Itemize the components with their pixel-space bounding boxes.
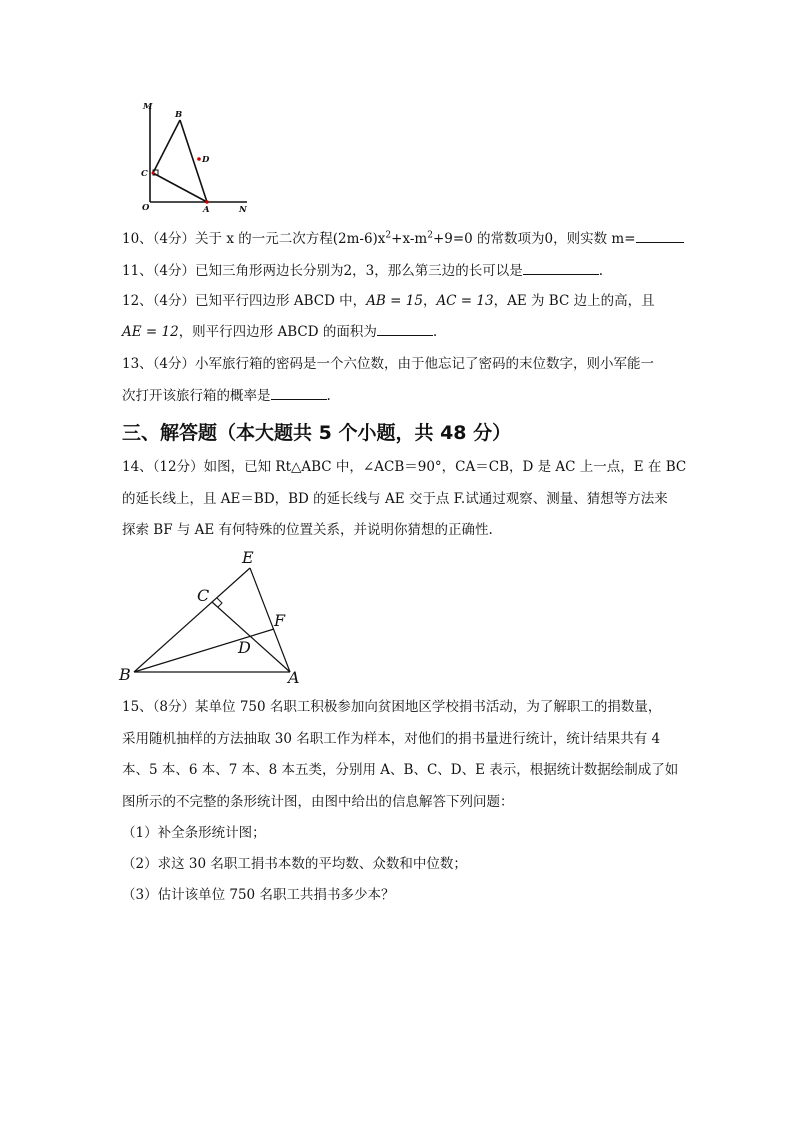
q11-answer-blank[interactable]	[523, 261, 599, 275]
q11-points: （4分）	[152, 263, 196, 279]
q15-line-2-text: 采用随机抽样的方法抽取 30 名职工作为样本，对他们的捐书量进行统计，统计结果共有 4	[122, 731, 661, 747]
q12-ac: AC = 13	[436, 293, 494, 309]
q14-line-1-text: 如图，已知 Rt△ABC 中，∠ACB＝90°，CA＝CB，D 是 AC 上一点，E 在 BC	[203, 459, 687, 475]
q12-sep: ，	[422, 293, 437, 309]
q11-text: 已知三角形两边长分别为2，3，那么第三边的长可以是	[195, 263, 523, 279]
q13-number: 13、	[122, 356, 153, 372]
q10-text-b: +x-m	[391, 231, 428, 247]
q13-points: （4分）	[152, 356, 196, 372]
q15-line-1-text: 某单位 750 名职工积极参加向贫困地区学校捐书活动，为了解职工的捐数量，	[195, 699, 662, 715]
q10-sup-2: 2	[427, 230, 433, 241]
q14-line-2-text: 的延长线上，且 AE＝BD，BD 的延长线与 AE 交于点 F.试通过观察、测量、猜想等方法来	[122, 491, 668, 507]
q10-text-c: +9=0 的常数项为0，则实数 m=	[432, 231, 636, 247]
question-14-line-3	[122, 521, 493, 539]
q13-line-1-text: 小军旅行箱的密码是一个六位数，由于他忘记了密码的末位数字，则小军能一	[195, 356, 655, 372]
fig2-label-f: F	[274, 611, 286, 630]
question-10	[122, 229, 684, 248]
section-3-heading: 三、解答题（本大题共 5 个小题，共 48 分）	[122, 422, 512, 444]
q14-number: 14、	[122, 459, 153, 475]
q12-points: （4分）	[152, 293, 196, 309]
question-15-line-3	[122, 761, 678, 779]
question-15-sub-3	[122, 886, 394, 904]
fig2-label-e: E	[242, 548, 254, 567]
figure-1-geometry	[135, 98, 255, 218]
q15-sub-2-text: （2）求这 30 名职工捐书本数的平均数、众数和中位数；	[122, 856, 467, 872]
question-13-line-2	[122, 386, 331, 405]
q12-end: .	[432, 324, 438, 340]
fig1-label-a: A	[203, 205, 210, 215]
fig2-label-b: B	[119, 665, 131, 684]
fig2-label-d: D	[238, 638, 251, 657]
figure-2-triangle	[114, 546, 314, 686]
question-15-sub-2	[122, 855, 467, 873]
question-14-line-2	[122, 490, 668, 508]
q11-number: 11、	[122, 263, 153, 279]
question-15-sub-1	[122, 824, 266, 842]
fig1-label-c: C	[141, 169, 148, 179]
q12-text-c: ，则平行四边形 ABCD 的面积为	[178, 324, 377, 340]
q14-points: （12分）	[152, 459, 204, 475]
fig1-label-n: N	[239, 205, 247, 215]
question-12-line-2	[122, 322, 437, 341]
q10-sup-1: 2	[385, 230, 392, 241]
q13-answer-blank[interactable]	[271, 386, 327, 400]
q10-text-a: 关于 x 的一元二次方程(2m-6)x	[195, 231, 386, 247]
question-11	[122, 261, 603, 280]
question-14-line-1	[122, 458, 686, 476]
q12-answer-blank[interactable]	[377, 322, 433, 336]
q15-sub-3-text: （3）估计该单位 750 名职工共捐书多少本？	[122, 887, 395, 903]
q10-answer-blank[interactable]	[636, 229, 684, 243]
question-12-line-1	[122, 292, 655, 310]
q15-line-3-text: 本、5 本、6 本、7 本、8 本五类，分别用 A、B、C、D、E 表示，根据统计数据绘制成了如	[122, 762, 679, 778]
q10-number: 10、	[122, 231, 153, 247]
fig2-label-c: C	[197, 586, 210, 605]
fig1-label-m: M	[143, 102, 153, 112]
q13-end: .	[326, 388, 331, 404]
q15-number: 15、	[122, 699, 153, 715]
q11-end: .	[598, 263, 604, 279]
question-15-line-1	[122, 698, 661, 716]
q12-number: 12、	[122, 293, 153, 309]
q12-text-b: ，AE 为 BC 边上的高，且	[493, 293, 655, 309]
question-15-line-4	[122, 793, 514, 811]
question-15-line-2	[122, 730, 660, 748]
fig1-label-d: D	[202, 155, 210, 165]
q15-line-4-text: 图所示的不完整的条形统计图，由图中给出的信息解答下列问题：	[122, 794, 514, 810]
q10-points: （4分）	[152, 231, 196, 247]
q15-sub-1-text: （1）补全条形统计图；	[122, 825, 266, 841]
q15-points: （8分）	[152, 699, 196, 715]
fig1-label-b: B	[175, 110, 183, 120]
q12-ab: AB = 15	[366, 293, 423, 309]
fig2-label-a: A	[288, 668, 300, 686]
q12-text-a: 已知平行四边形 ABCD 中，	[195, 293, 367, 309]
fig1-label-o: O	[142, 203, 150, 213]
q12-ae: AE = 12	[122, 324, 179, 340]
q13-line-2-text: 次打开该旅行箱的概率是	[122, 388, 271, 404]
q14-line-3-text: 探索 BF 与 AE 有何特殊的位置关系，并说明你猜想的正确性.	[122, 522, 493, 538]
question-13-line-1	[122, 355, 654, 373]
